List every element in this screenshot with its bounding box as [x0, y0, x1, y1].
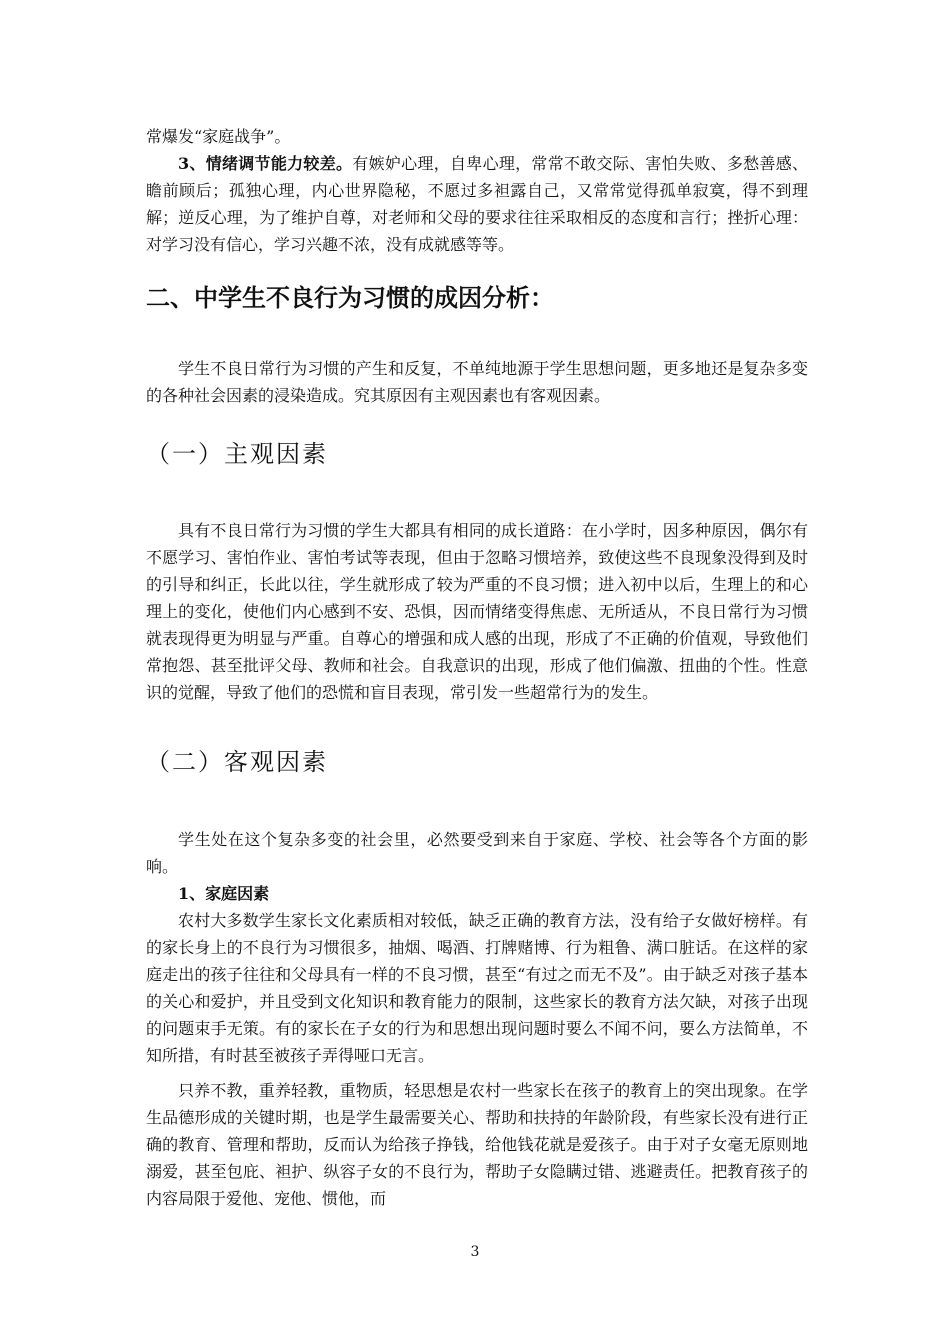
paragraph-continuation: 常爆发“家庭战争”。	[146, 127, 291, 146]
subsection-1-title: （一）主观因素	[146, 440, 328, 468]
subsection-2-intro: 学生处在这个复杂多变的社会里，必然要受到来自于家庭、学校、社会等各个方面的影响。	[146, 830, 808, 876]
section-2-title: 二、中学生不良行为习惯的成因分析：	[146, 284, 554, 312]
section-2-intro: 学生不良日常行为习惯的产生和反复，不单纯地源于学生思想问题，更多地还是复杂多变的各种社会因素的浸染造成。究其原因有主观因素也有客观因素。	[146, 359, 808, 405]
paragraph-item-3	[146, 150, 808, 258]
item-3-heading: 3、情绪调节能力较差。	[178, 154, 353, 173]
family-paragraph-1: 农村大多数学生家长文化素质相对较低，缺乏正确的教育方法，没有给子女做好榜样。有的家长身上的不良行为习惯很多，抽烟、喝酒、打牌赌博、行为粗鲁、满口脏话。在这样的家庭走出的孩子往往和父母具有一样的不良习惯，甚至“有过之而无不及”。由于缺乏对孩子基本的关心和爱护，并且受到文化知识和教育能力的限制，这些家长的教育方法欠缺，对孩子出现的问题束手无策。有的家长在子女的行为和思想出现问题时要么不闻不问，要么方法简单，不知所措，有时甚至被孩子弄得哑口无言。	[146, 911, 808, 1065]
family-factor-heading: 1、家庭因素	[178, 884, 270, 903]
subsection-1-text: 具有不良日常行为习惯的学生大都具有相同的成长道路：在小学时，因多种原因，偶尔有不愿学习、害怕作业、害怕考试等表现，但由于忽略习惯培养，致使这些不良现象没得到及时的引导和纠正，长此以往，学生就形成了较为严重的不良习惯；进入初中以后，生理上的和心理上的变化，使他们内心感到不安、恐惧，因而情绪变得焦虑、无所适从，不良日常行为习惯就表现得更为明显与严重。自尊心的增强和成人感的出现，形成了不正确的价值观，导致他们常抱怨、甚至批评父母、教师和社会。自我意识的出现，形成了他们偏激、扭曲的个性。性意识的觉醒，导致了他们的恐慌和盲目表现，常引发一些超常行为的发生。	[146, 521, 808, 702]
subsection-2-title: （二）客观因素	[146, 748, 328, 776]
family-paragraph-2: 只养不教，重养轻教，重物质，轻思想是农村一些家长在孩子的教育上的突出现象。在学生品德形成的关键时期，也是学生最需要关心、帮助和扶持的年龄阶段，有些家长没有进行正确的教育、管理和帮助，反而认为给孩子挣钱，给他钱花就是爱孩子。由于对子女毫无原则地溺爱，甚至包庇、袒护、纵容子女的不良行为，帮助子女隐瞒过错、逃避责任。把教育孩子的内容局限于爱他、宠他、惯他，而	[146, 1081, 808, 1208]
page-number: 3	[470, 1244, 480, 1260]
item-3-text: 有嫉妒心理，自卑心理，常常不敢交际、害怕失败、多愁善感、瞻前顾后；孤独心理，内心世界隐秘，不愿过多袒露自己，又常常觉得孤单寂寞，得不到理解；逆反心理，为了维护自尊，对老师和父母的要求往往采取相反的态度和言行；挫折心理：对学习没有信心，学习兴趣不浓，没有成就感等等。	[146, 154, 808, 254]
